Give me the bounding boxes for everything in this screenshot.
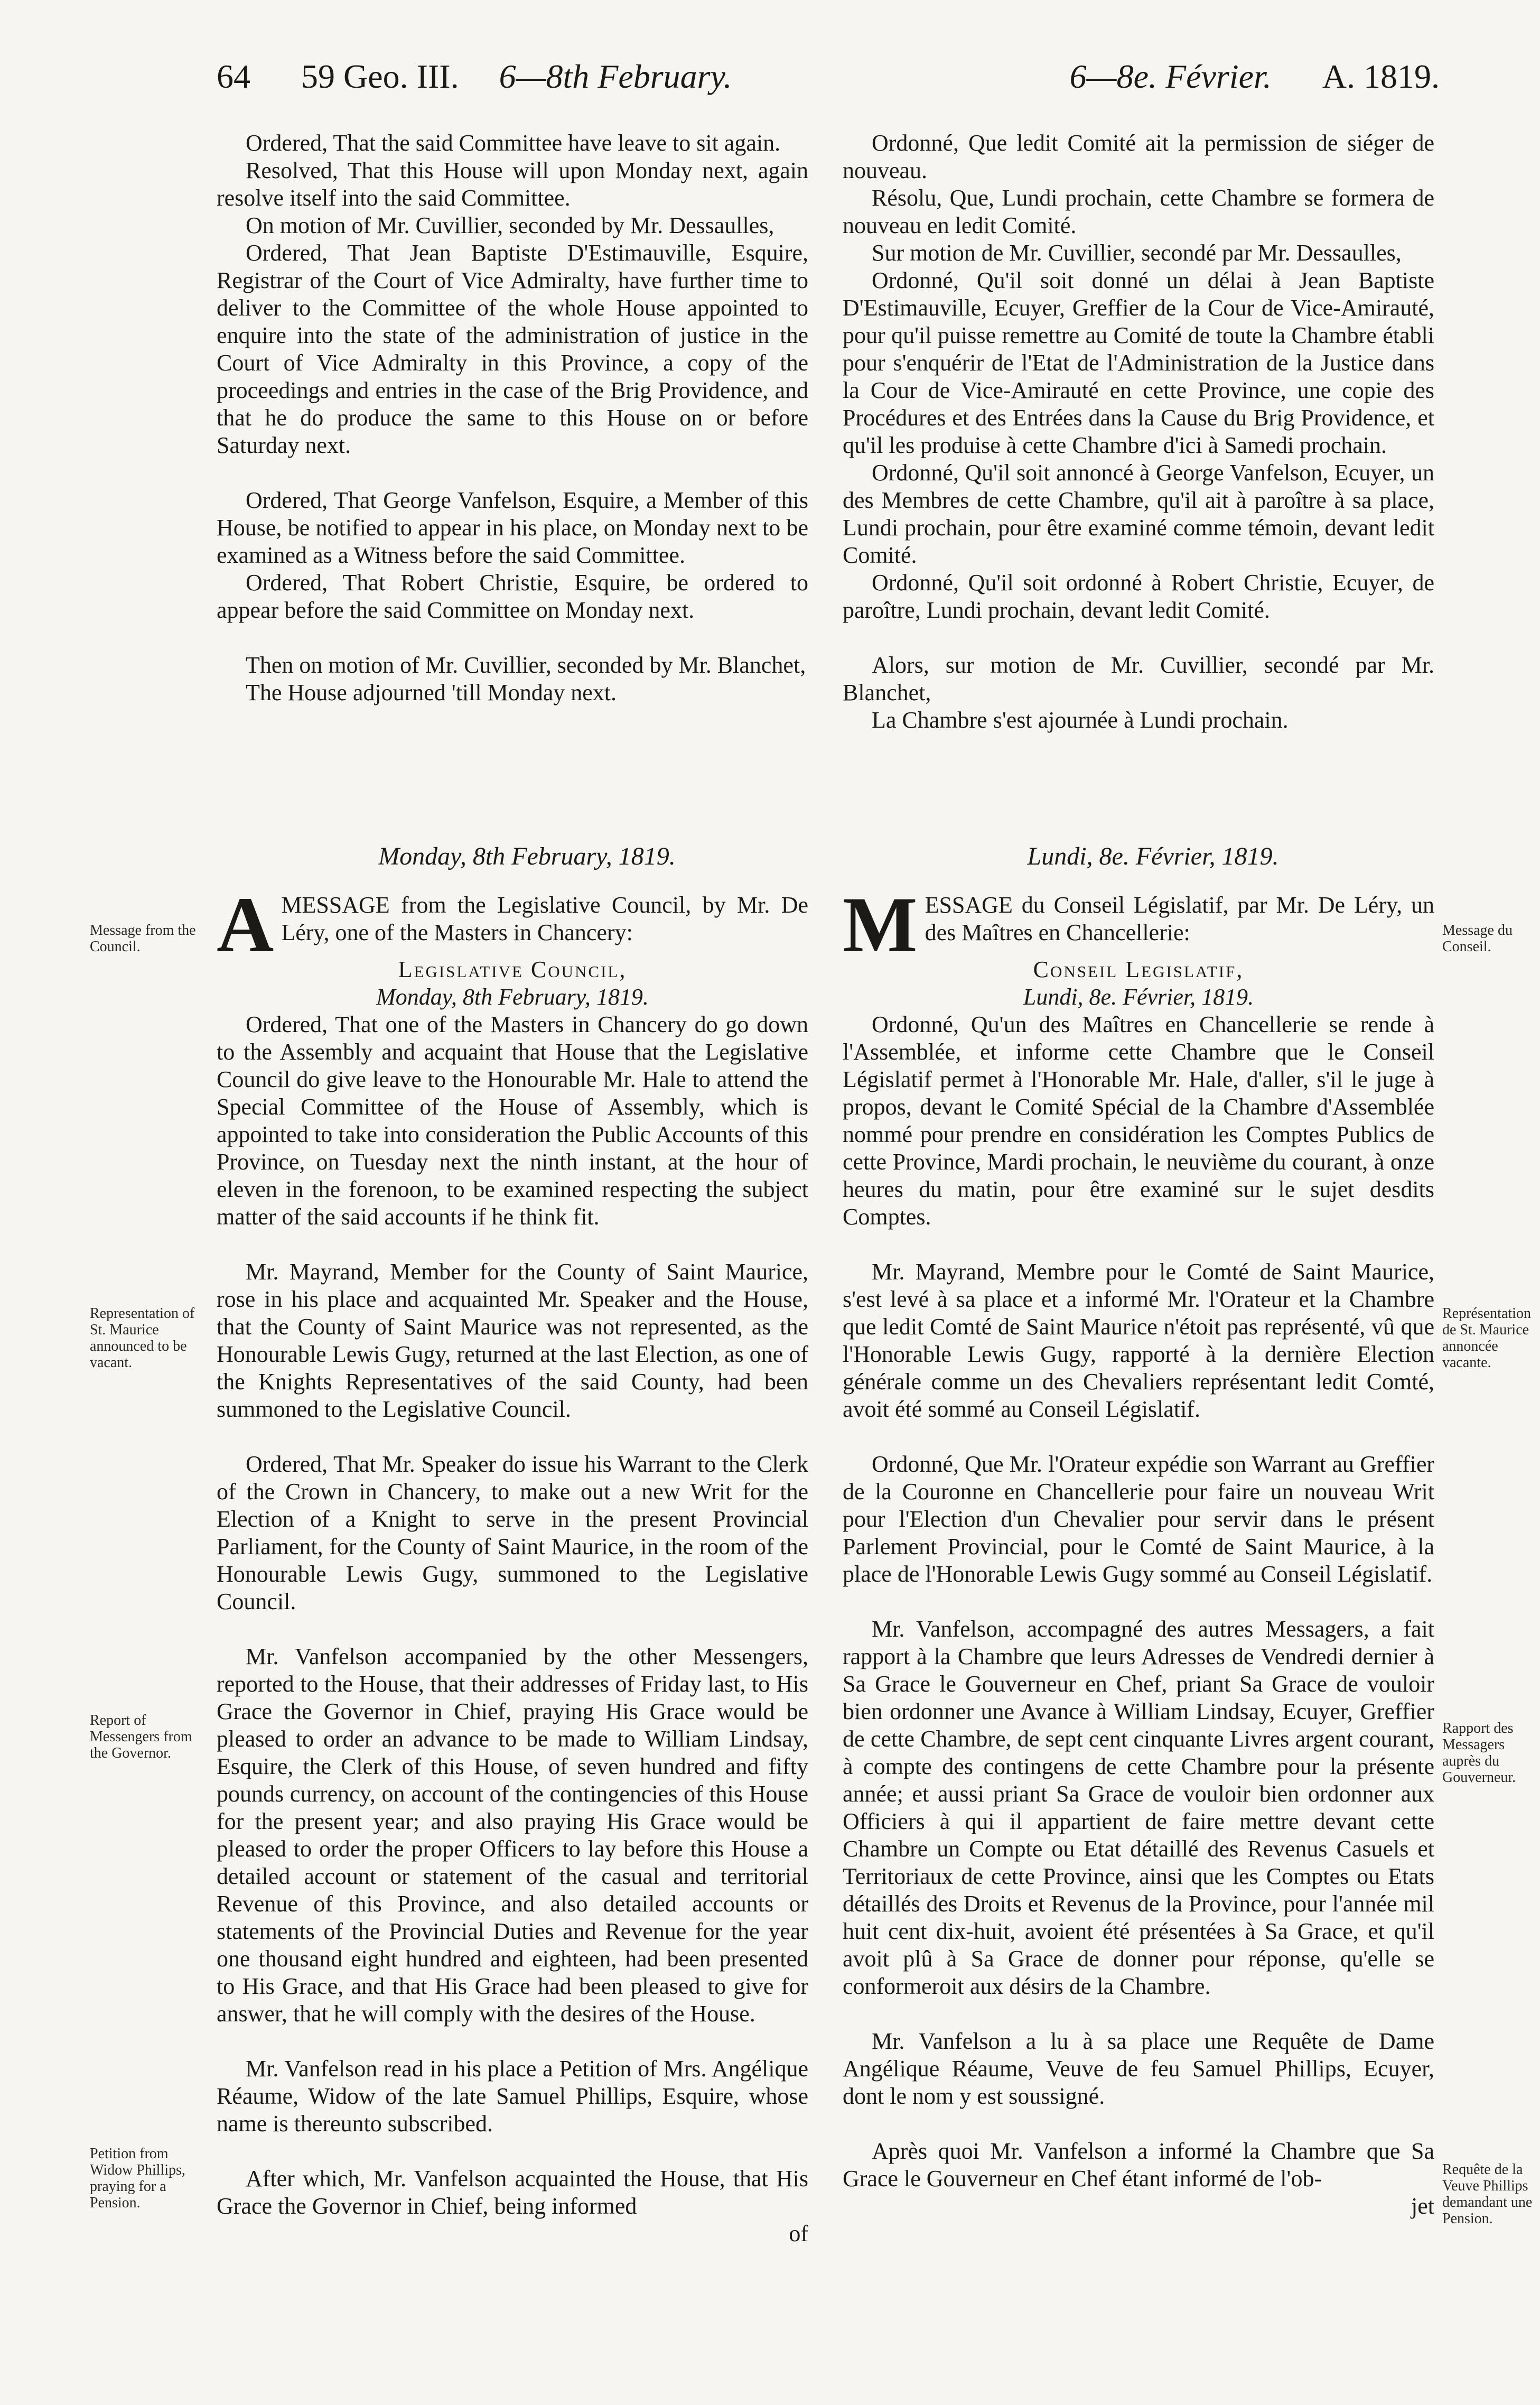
paragraph: Mr. Mayrand, Member for the County of Saint Maurice, rose in his place and acquainted Mr. Speaker and the House, that the County of Saint Maurice was not represented, as the Honourable Lewis Gugy, returned at the last Election, as one of the Knights Representatives of the said County, had been summoned to the Legislative Council. [217, 1259, 808, 1422]
paragraph: Ordonné, Que Mr. l'Orateur expédie son Warrant au Greffier de la Couronne en Chancellerie pour faire un nouveau Writ pour l'Election d'un Chevalier pour servir dans le présent Parlement Provincial, pour le Comté de Saint Maurice, à la place de l'Honorable Lewis Gugy sommé au Conseil Législatif. [843, 1451, 1434, 1587]
reign: 59 Geo. III. [301, 58, 459, 95]
catchword: of [789, 2221, 808, 2246]
drop-cap: A [217, 881, 274, 969]
margin-note-representation: Representation of St. Maurice announced to be vacant. [90, 1305, 195, 1371]
page-number: 64 [217, 58, 250, 95]
paragraph: Ordonné, Qu'un des Maîtres en Chancellerie se rende à l'Assemblée, et informe cette Chambre que le Conseil Législatif permet à l'Honorable Mr. Hale, d'aller, s'il le juge à propos, devant le Comité Spécial de la Chambre d'Assemblée nommé pour prendre en considération les Comptes Publics de cette Province, Mardi prochain, le neuvième du courant, à onze heures du matin, pour être examiné sur le sujet desdits Comptes. [843, 1011, 1434, 1230]
council-date: Lundi, 8e. Février, 1819. [1023, 984, 1254, 1010]
paragraph: Ordonné, Que ledit Comité ait la permission de siéger de nouveau. [843, 130, 1434, 183]
paragraph: Ordered, That George Vanfelson, Esquire, a Member of this House, be notified to appear in his place, on Monday next to be examined as a Witness before the said Committee. [217, 487, 808, 568]
paragraph: Then on motion of Mr. Cuvillier, seconded by Mr. Blanchet, [246, 652, 806, 678]
paragraph: Mr. Vanfelson accompanied by the other Messengers, reported to the House, that their addresses of Friday last, to His Grace the Governor in Chief, praying His Grace would be pleased to order an advance to be made to William Lindsay, Esquire, the Clerk of this House, of seven hundred and fifty pounds currency, on account of the contingencies of this House for the present year; and also praying His Grace would be pleased to order the proper Officers to lay before this House a detailed account or statement of the casual and territorial Revenue of this Province, and also detailed accounts or statements of the Provincial Duties and Revenue for the year one thousand eight hundred and eighteen, had been presented to His Grace, and that His Grace had been pleased to give for answer, that he will comply with the desires of the House. [217, 1643, 808, 2027]
paragraph: Après quoi Mr. Vanfelson a informé la Chambre que Sa Grace le Gouverneur en Chef étant informé de l'ob- [843, 2138, 1434, 2192]
margin-note-message: Message du Conseil. [1442, 922, 1513, 955]
section-date: Lundi, 8e. Février, 1819. [1027, 842, 1279, 870]
paragraph: Ordered, That Mr. Speaker do issue his Warrant to the Clerk of the Crown in Chancery, to make out a new Writ for the Election of a Knight to serve in the present Provincial Parliament, for the County of Saint Maurice, in the room of the Honourable Lewis Gugy, summoned to the Legislative Council. [217, 1451, 808, 1614]
year: A. 1819. [1322, 58, 1440, 95]
section-date: Monday, 8th February, 1819. [378, 842, 676, 870]
catchword: jet [1411, 2193, 1434, 2219]
monday-french-column [843, 843, 1434, 2220]
margin-note-representation: Représentation de St. Maurice annoncée vacante. [1442, 1305, 1531, 1371]
paragraph: La Chambre s'est ajournée à Lundi prochain. [872, 707, 1289, 733]
paragraph: After which, Mr. Vanfelson acquainted the House, that His Grace the Governor in Chief, being informed [217, 2166, 808, 2219]
margin-note-report: Report of Messengers from the Governor. [90, 1712, 192, 1761]
paragraph: Mr. Vanfelson a lu à sa place une Requête de Dame Angélique Réaume, Veuve de feu Samuel Phillips, Ecuyer, dont le nom y est soussigné. [843, 2028, 1434, 2109]
council-date: Monday, 8th February, 1819. [376, 984, 649, 1010]
message-intro: MESSAGE du Conseil Législatif, par Mr. De Léry, un des Maîtres en Chancellerie: [843, 881, 1434, 969]
top-english-column [217, 129, 808, 707]
drop-cap: M [843, 881, 918, 969]
paragraph: Alors, sur motion de Mr. Cuvillier, secondé par Mr. Blanchet, [843, 652, 1434, 705]
margin-note-report: Rapport des Messagers auprès du Gouverneur. [1442, 1720, 1516, 1786]
top-french-column [843, 129, 1434, 734]
paragraph: Résolu, Que, Lundi prochain, cette Chambre se formera de nouveau en ledit Comité. [843, 185, 1434, 238]
paragraph: Ordered, That the said Committee have leave to sit again. [246, 130, 781, 156]
paragraph: Ordonné, Qu'il soit ordonné à Robert Christie, Ecuyer, de paroître, Lundi prochain, devant ledit Comité. [843, 570, 1434, 623]
paragraph: Mr. Mayrand, Membre pour le Comté de Saint Maurice, s'est levé à sa place et a informé Mr. l'Orateur et la Chambre que ledit Comté de Saint Maurice n'étoit pas représenté, vû que l'Honorable Lewis Gugy, rapporté à la dernière Election générale comme un des Chevaliers représentant ledit Comté, avoit été sommé au Conseil Législatif. [843, 1259, 1434, 1422]
paragraph: Mr. Vanfelson read in his place a Petition of Mrs. Angélique Réaume, Widow of the late Samuel Phillips, Esquire, whose name is thereunto subscribed. [217, 2056, 808, 2137]
paragraph: Ordonné, Qu'il soit donné un délai à Jean Baptiste D'Estimauville, Ecuyer, Greffier de la Cour de Vice-Amirauté, pour qu'il puisse remettre au Comité de toute la Chambre établi pour s'enquérir de l'Etat de l'Administration de la Justice dans la Cour de Vice-Amirauté en cette Province, une copie des Procédures et des Entrées dans la Cause du Brig Providence, et qu'il les produise à cette Chambre d'ici à Samedi prochain. [843, 267, 1434, 458]
paragraph: Resolved, That this House will upon Monday next, again resolve itself into the said Committee. [217, 157, 808, 211]
margin-note-message: Message from the Council. [90, 922, 196, 955]
paragraph: Ordered, That one of the Masters in Chancery do go down to the Assembly and acquaint that House that the Legislative Council do give leave to the Honourable Mr. Hale to attend the Special Committee of the House of Assembly, which is appointed to take into consideration the Public Accounts of this Province, on Tuesday next the ninth instant, at the hour of eleven in the forenoon, to be examined respecting the subject matter of the said accounts if he think fit. [217, 1011, 808, 1230]
paragraph: Ordered, That Robert Christie, Esquire, be ordered to appear before the said Committee on Monday next. [217, 570, 808, 623]
date-en: 6—8th February. [499, 58, 732, 95]
council-heading: Legislative Council, [398, 957, 627, 982]
margin-note-petition: Requête de la Veuve Phillips demandant une Pension. [1442, 2161, 1533, 2227]
council-heading: Conseil Legislatif, [1033, 957, 1244, 982]
paragraph: Sur motion de Mr. Cuvillier, secondé par Mr. Dessaulles, [872, 240, 1402, 266]
paragraph: On motion of Mr. Cuvillier, seconded by Mr. Dessaulles, [246, 212, 774, 238]
paragraph: Ordonné, Qu'il soit annoncé à George Vanfelson, Ecuyer, un des Membres de cette Chambre, qu'il ait à paroître à sa place, Lundi prochain, pour être examiné comme témoin, devant ledit Comité. [843, 460, 1434, 568]
margin-note-petition: Petition from Widow Phillips, praying for a Pension. [90, 2146, 185, 2211]
paragraph: Mr. Vanfelson, accompagné des autres Messagers, a fait rapport à la Chambre que leurs Adresses de Vendredi dernier à Sa Grace le Gouverneur en Chef, priant Sa Grace de vouloir bien ordonner une Avance à William Lindsay, Ecuyer, Greffier de cette Chambre, de sept cent cinquante Livres argent courant, à compte des contingens de cette Chambre pour la présente année; et aussi priant Sa Grace de vouloir bien ordonner aux Officiers à qui il appartient de faire mettre devant cette Chambre un Compte ou Etat détaillé des Revenus Casuels et Territoriaux de cette Province, ainsi que les Comptes ou Etats détaillés des Droits et Revenus de la Province, pour l'année mil huit cent dix-huit, avoient été présentées à Sa Grace, et qu'il avoit plû à Sa Grace de donner pour réponse, qu'elle se conformeroit aux désirs de la Chambre. [843, 1616, 1434, 1999]
paragraph: The House adjourned 'till Monday next. [246, 680, 617, 705]
date-fr: 6—8e. Février. [1069, 58, 1272, 95]
paragraph: Ordered, That Jean Baptiste D'Estimauville, Esquire, Registrar of the Court of Vice Admiralty, have further time to deliver to the Committee of the whole House appointed to enquire into the state of the administration of justice in the Court of Vice Admiralty in this Province, a copy of the proceedings and entries in the case of the Brig Providence, and that he do produce the same to this House on or before Saturday next. [217, 240, 808, 458]
message-intro: A MESSAGE from the Legislative Council, by Mr. De Léry, one of the Masters in Chancery: [217, 881, 808, 969]
monday-english-column [217, 843, 808, 2248]
running-header [217, 48, 1440, 106]
